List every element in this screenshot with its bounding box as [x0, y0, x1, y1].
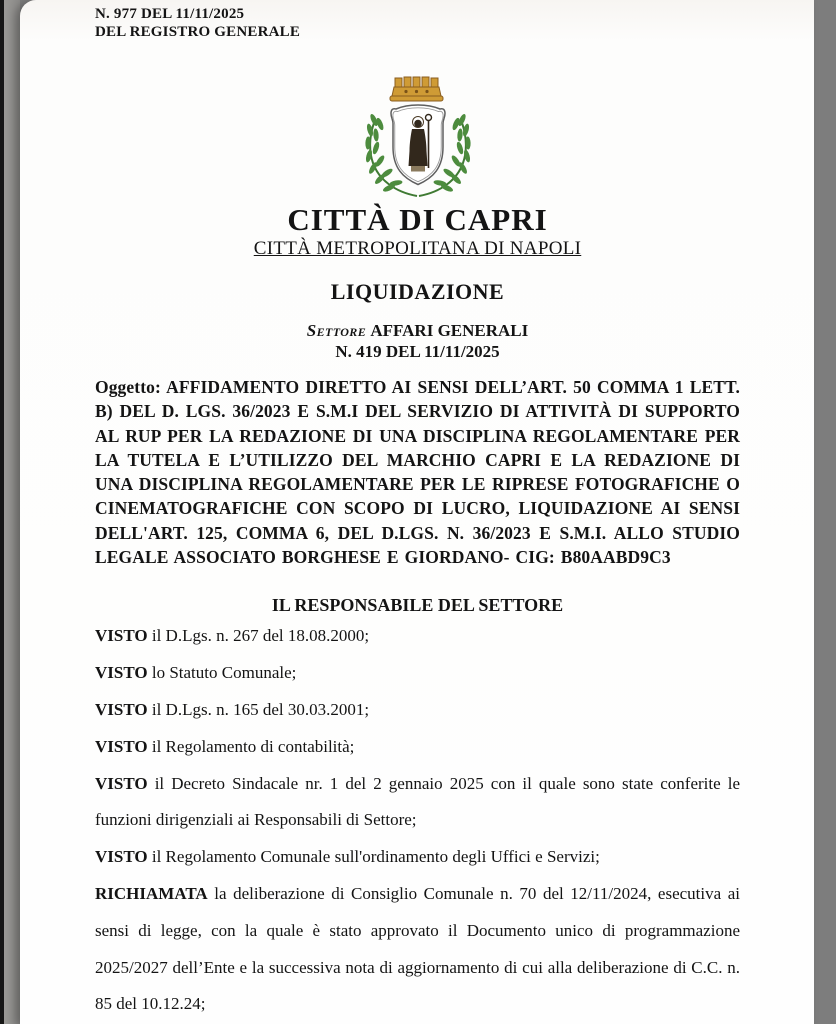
- scan-edge-gray-left: [4, 0, 20, 1024]
- clause-paragraph: [95, 876, 740, 1023]
- city-title: CITTÀ DI CAPRI: [287, 202, 548, 237]
- clause-paragraph: [95, 618, 740, 655]
- document-type-heading: LIQUIDAZIONE: [330, 279, 505, 304]
- city-coat-of-arms-icon: [342, 75, 494, 201]
- settore-number-line: N. 419 DEL 11/11/2025: [335, 342, 500, 361]
- clause-text: il Regolamento di contabilità;: [151, 736, 355, 756]
- clause-keyword: VISTO: [95, 847, 148, 867]
- clause-text: la deliberazione di Consiglio Comunale n. 70 del 12/11/2024, esecutiva ai sensi di legge, con la quale è stato approvato il Documento unico di programmazione 2025/2027 dell’Ente e la successiva nota di aggiornamento di cui alla deliberazione di C.C. n. 85 del 10.12.24;: [95, 883, 740, 1014]
- clause-paragraph: [95, 692, 740, 729]
- settore-line: [95, 321, 740, 341]
- subject-text: AFFIDAMENTO DIRETTO AI SENSI DELL’ART. 50 COMMA 1 LETT. B) DEL D. LGS. 36/2023 E S.M.I DEL SERVIZIO DI ATTIVITÀ DI SUPPORTO AL RUP PER LA REDAZIONE DI UNA DISCIPLINA REGOLAMENTARE PER LA TUTELA E L’UTILIZZO DEL MARCHIO CAPRI E LA REDAZIONE DI UNA DISCIPLINA REGOLAMENTARE PER LE RIPRESE FOTOGRAFICHE O CINEMATOGRAFICHE CON SCOPO DI LUCRO, LIQUIDAZIONE AI SENSI DELL'ART. 125, COMMA 6, DEL D.LGS. N. 36/2023 E S.M.I. ALLO STUDIO LEGALE ASSOCIATO BORGHESE E GIORDANO- CIG: B80AABD9C3: [95, 377, 741, 568]
- body-paragraphs: [95, 618, 740, 1023]
- metro-subtitle: CITTÀ METROPOLITANA DI NAPOLI: [253, 238, 582, 259]
- document-content: [20, 0, 814, 1023]
- clause-text: il D.Lgs. n. 165 del 30.03.2001;: [151, 699, 370, 719]
- clause-paragraph: [95, 839, 740, 876]
- role-heading: IL RESPONSABILE DEL SETTORE: [271, 595, 564, 616]
- document-page: [20, 0, 814, 1024]
- registry-number-line: N. 977 DEL 11/11/2025: [95, 6, 245, 22]
- clause-paragraph: [95, 766, 740, 840]
- mural-crown-icon: [390, 77, 443, 101]
- clause-keyword: VISTO: [95, 736, 148, 756]
- registry-header: [95, 6, 740, 41]
- clause-text: il D.Lgs. n. 267 del 18.08.2000;: [151, 626, 370, 646]
- clause-text: il Regolamento Comunale sull'ordinamento degli Uffici e Servizi;: [151, 847, 600, 867]
- registry-label-line: DEL REGISTRO GENERALE: [95, 23, 301, 40]
- clause-keyword: VISTO: [95, 773, 148, 793]
- clause-keyword: VISTO: [95, 626, 148, 646]
- subject-label: Oggetto:: [95, 377, 161, 397]
- clause-text: lo Statuto Comunale;: [151, 663, 297, 683]
- clause-paragraph: [95, 655, 740, 692]
- subject-paragraph: [95, 375, 740, 569]
- clause-keyword: VISTO: [95, 663, 148, 683]
- clause-keyword: VISTO: [95, 699, 148, 719]
- settore-label: Settore: [306, 321, 367, 340]
- clause-text: il Decreto Sindacale nr. 1 del 2 gennaio 2025 con il quale sono state conferite le funzioni dirigenziali ai Responsabili di Settore;: [95, 773, 740, 830]
- clause-paragraph: [95, 729, 740, 766]
- clause-keyword: RICHIAMATA: [95, 883, 208, 903]
- settore-name: AFFARI GENERALI: [370, 321, 529, 340]
